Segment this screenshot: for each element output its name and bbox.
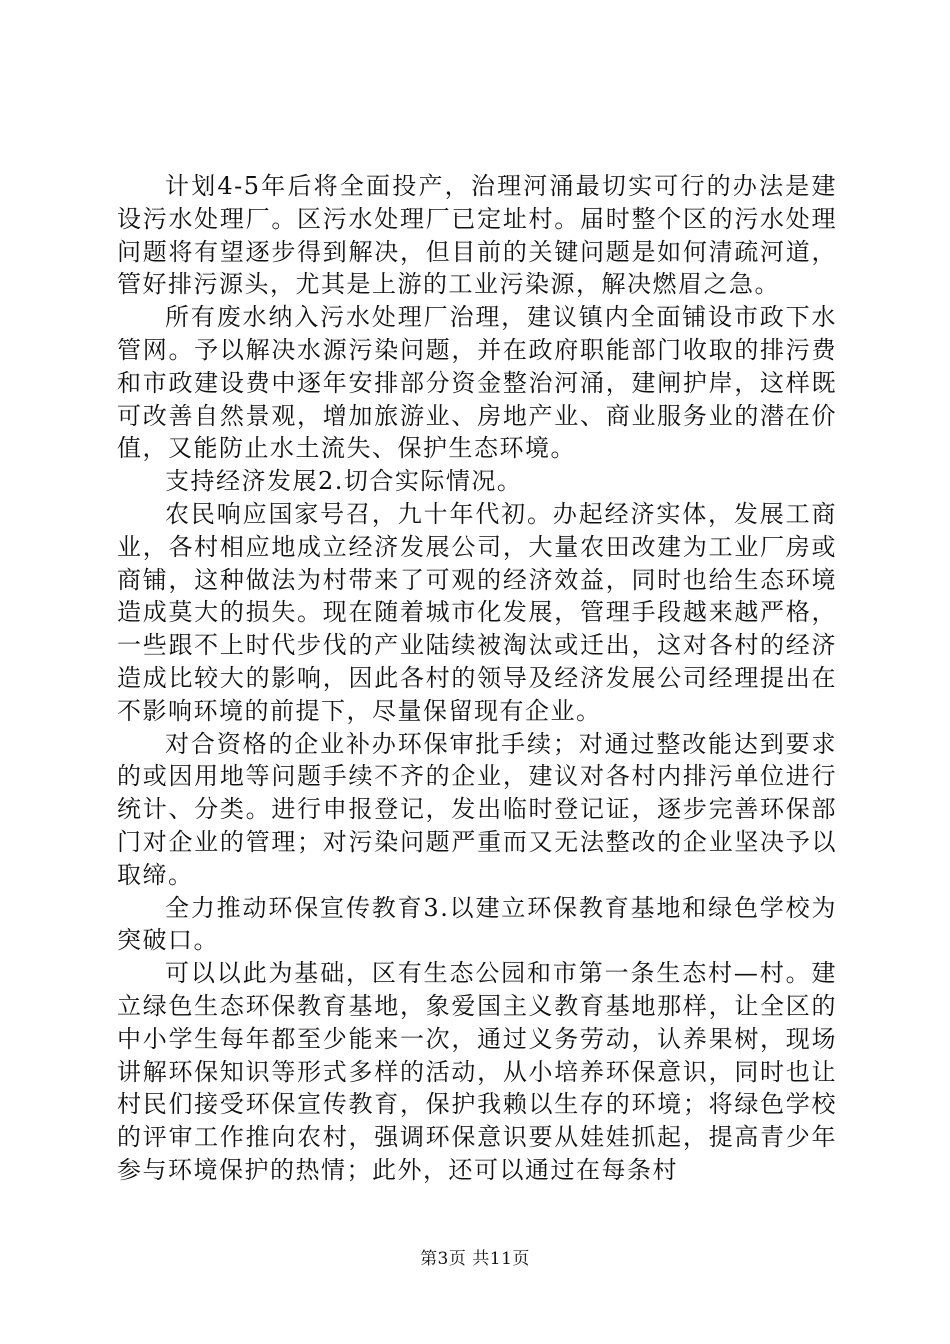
paragraph: 所有废水纳入污水处理厂治理，建议镇内全面铺设市政下水管网。予以解决水源污染问题，并在政府职能部门收取的排污费和市政建设费中逐年安排部分资金整治河涌，建闸护岸，这样既可改善自然景观，增加旅游业、房地产业、商业服务业的潜在价值，又能防止水土流失、保护生态环境。 bbox=[117, 303, 837, 463]
paragraph: 支持经济发展2.切合实际情况。 bbox=[165, 467, 523, 496]
paragraph: 计划4-5年后将全面投产，治理河涌最切实可行的办法是建设污水处理厂。区污水处理厂已定址村。届时整个区的污水处理问题将有望逐步得到解决，但目前的关键问题是如何清疏河道，管好排污源头，尤其是上游的工业污染源，解决燃眉之急。 bbox=[117, 172, 837, 299]
paragraph: 对合资格的企业补办环保审批手续；对通过整改能达到要求的或因用地等问题手续不齐的企业，建议对各村内排污单位进行统计、分类。进行申报登记，发出临时登记证，逐步完善环保部门对企业的管理；对污染问题严重而又无法整改的企业坚决予以取缔。 bbox=[117, 729, 837, 889]
document-body bbox=[117, 170, 837, 1187]
page-number-footer: 第3页 共11页 bbox=[420, 1249, 530, 1269]
paragraph: 全力推动环保宣传教育3.以建立环保教育基地和绿色学校为突破口。 bbox=[117, 893, 837, 955]
paragraph: 农民响应国家号召，九十年代初。办起经济实体，发展工商业，各村相应地成立经济发展公司，大量农田改建为工业厂房或商铺，这种做法为村带来了可观的经济效益，同时也给生态环境造成莫大的损失。现在随着城市化发展，管理手段越来越严格，一些跟不上时代步伐的产业陆续被淘汰或迁出，这对各村的经济造成比较大的影响，因此各村的领导及经济发展公司经理提出在不影响环境的前提下，尽量保留现有企业。 bbox=[117, 499, 837, 725]
paragraph: 可以以此为基础，区有生态公园和市第一条生态村—村。建立绿色生态环保教育基地，象爱国主义教育基地那样，让全区的中小学生每年都至少能来一次，通过义务劳动，认养果树，现场讲解环保知识等形式多样的活动，从小培养环保意识，同时也让村民们接受环保宣传教育，保护我赖以生存的环境；将绿色学校的评审工作推向农村，强调环保意识要从娃娃抓起，提高青少年参与环境保护的热情；此外，还可以通过在每条村 bbox=[117, 959, 837, 1184]
